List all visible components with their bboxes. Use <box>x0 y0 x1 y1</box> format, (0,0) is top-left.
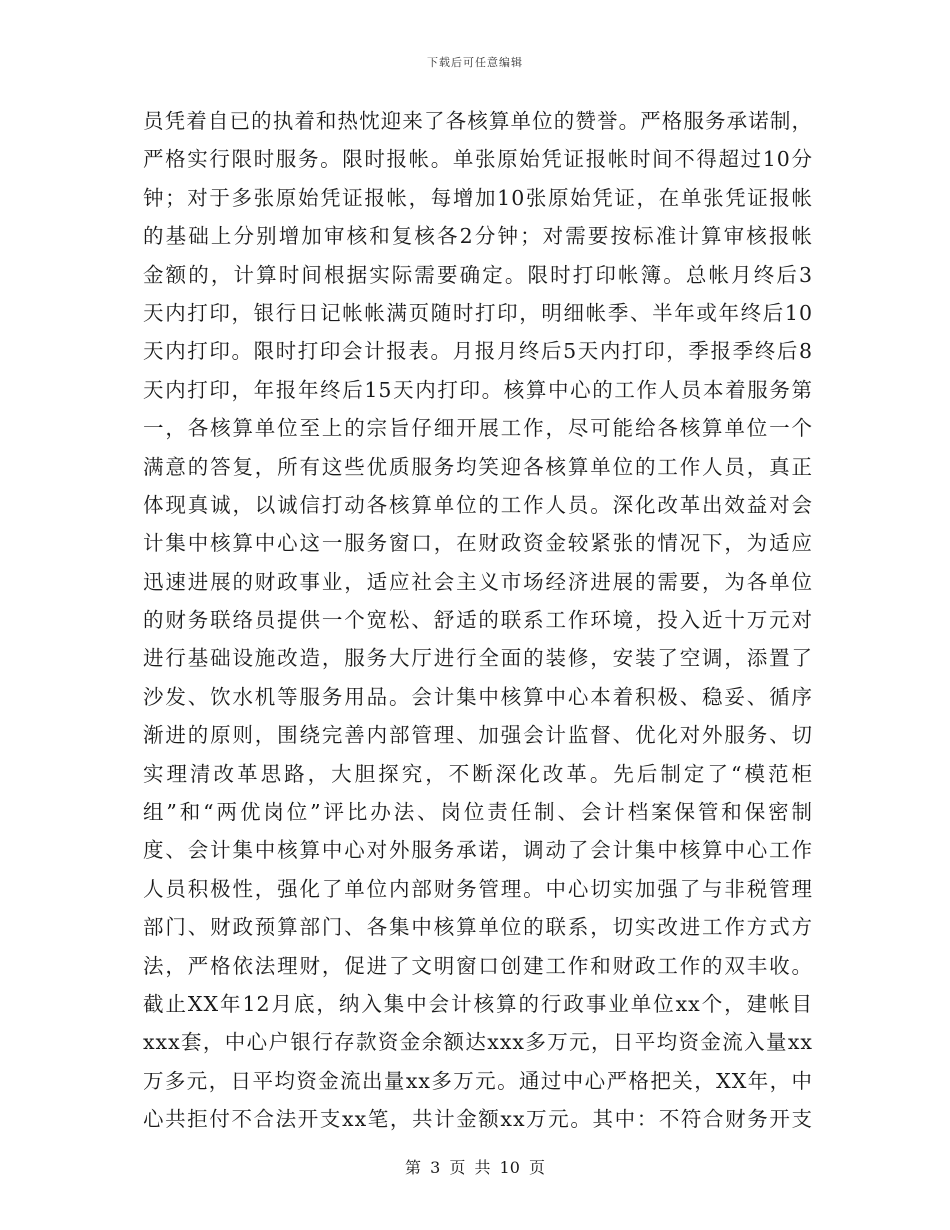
text-line: 渐进的原则，围绕完善内部管理、加强会计监督、优化对外服务、切 <box>143 723 813 748</box>
text-line: 天内打印，年报年终后15天内打印。核算中心的工作人员本着服务第 <box>143 377 813 402</box>
text-line: 天内打印。限时打印会计报表。月报月终后5天内打印，季报季终后8 <box>143 339 813 364</box>
text-line: 实理清改革思路，大胆探究，不断深化改革。先后制定了“模范柜 <box>143 761 813 786</box>
text-line: 人员积极性，强化了单位内部财务管理。中心切实加强了与非税管理 <box>143 876 813 901</box>
text-line: 严格实行限时服务。限时报帐。单张原始凭证报帐时间不得超过10分 <box>143 147 813 172</box>
text-line: 的基础上分别增加审核和复核各2分钟；对需要按标准计算审核报帐 <box>143 224 813 249</box>
text-line: 一，各核算单位至上的宗旨仔细开展工作，尽可能给各核算单位一个 <box>143 416 813 441</box>
page-header: 下载后可任意编辑 <box>427 56 523 69</box>
text-line: 钟；对于多张原始凭证报帐，每增加10张原始凭证，在单张凭证报帐 <box>143 185 813 210</box>
text-line: 员凭着自已的执着和热忱迎来了各核算单位的赞誉。严格服务承诺制， <box>143 109 813 133</box>
text-line: 进行基础设施改造，服务大厅进行全面的装修，安装了空调，添置了 <box>143 646 813 671</box>
text-line: 法，严格依法理财，促进了文明窗口创建工作和财政工作的双丰收。 <box>143 953 813 978</box>
text-line: 计集中核算中心这一服务窗口，在财政资金较紧张的情况下，为适应 <box>143 531 813 556</box>
text-line: 度、会计集中核算中心对外服务承诺，调动了会计集中核算中心工作 <box>143 838 813 863</box>
text-line: 金额的，计算时间根据实际需要确定。限时打印帐簿。总帐月终后3 <box>143 262 813 287</box>
text-line: 部门、财政预算部门、各集中核算单位的联系，切实改进工作方式方 <box>143 915 813 940</box>
text-line: 迅速进展的财政事业，适应社会主义市场经济进展的需要，为各单位 <box>143 569 813 594</box>
text-line: 天内打印，银行日记帐帐满页随时打印，明细帐季、半年或年终后10 <box>143 300 813 325</box>
body-text <box>143 102 813 1139</box>
page-footer: 第 3 页 共 10 页 <box>405 1158 545 1177</box>
text-line: 沙发、饮水机等服务用品。会计集中核算中心本着积极、稳妥、循序 <box>143 684 813 709</box>
text-line: 组”和“两优岗位”评比办法、岗位责任制、会计档案保管和保密制 <box>143 800 813 825</box>
text-line: 体现真诚，以诚信打动各核算单位的工作人员。深化改革出效益对会 <box>143 492 813 517</box>
text-line: 万多元，日平均资金流出量xx多万元。通过中心严格把关，XX年，中 <box>143 1068 813 1093</box>
text-line: xxx套，中心户银行存款资金余额达xxx多万元，日平均资金流入量xx <box>143 1030 813 1055</box>
text-line: 满意的答复，所有这些优质服务均笑迎各核算单位的工作人员，真正 <box>143 454 813 479</box>
text-line: 的财务联络员提供一个宽松、舒适的联系工作环境，投入近十万元对 <box>143 608 813 633</box>
text-line: 心共拒付不合法开支xx笔，共计金额xx万元。其中：不符合财务开支 <box>143 1107 813 1132</box>
text-line: 截止XX年12月底，纳入集中会计核算的行政事业单位xx个，建帐目 <box>143 991 813 1016</box>
